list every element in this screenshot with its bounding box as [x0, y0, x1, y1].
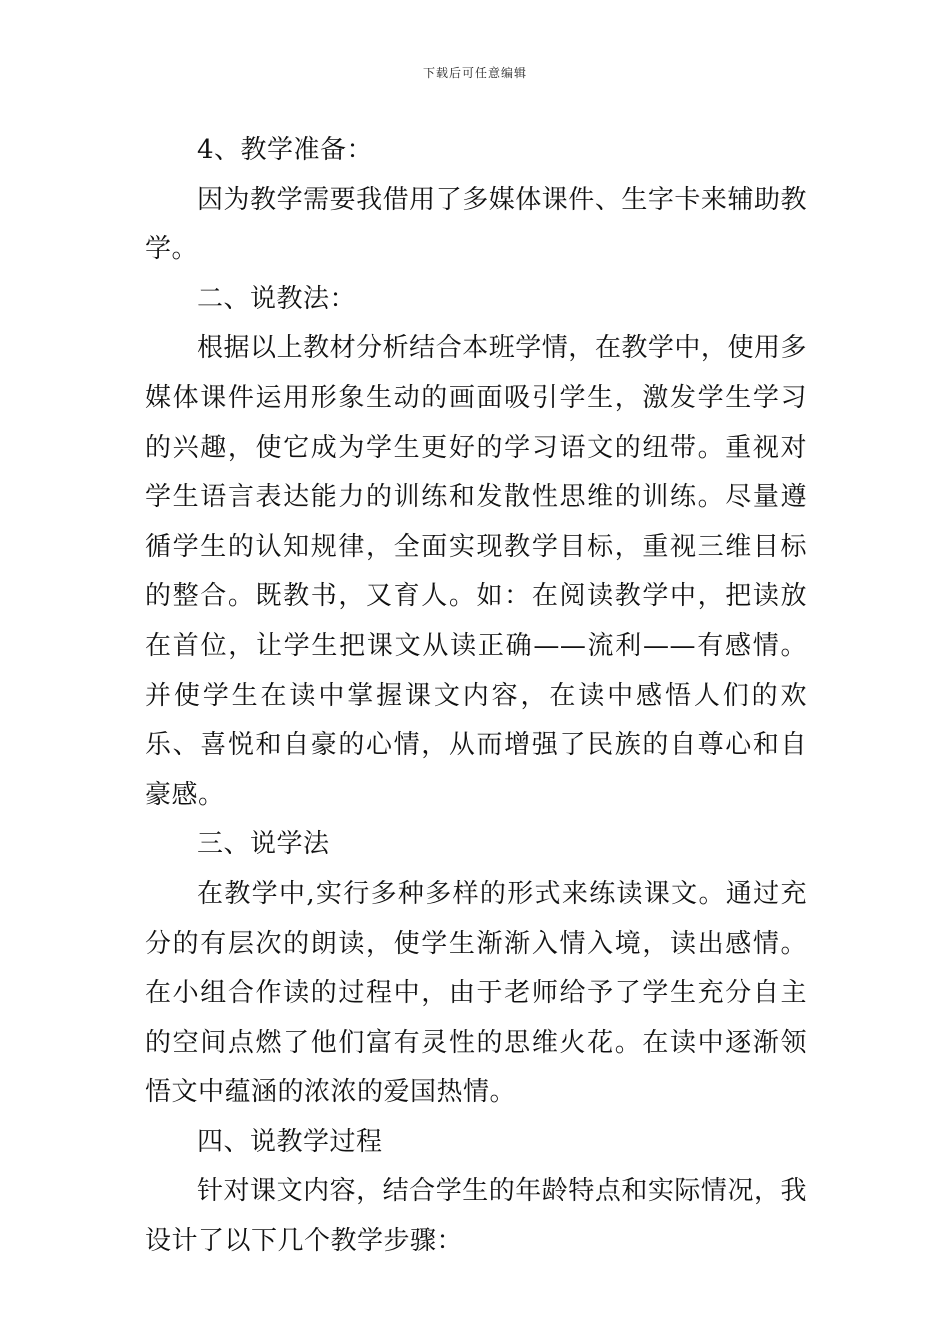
section-heading-learning-method: 三、说学法 [197, 829, 330, 860]
page-header: 下载后可任意编辑 [422, 66, 527, 80]
paragraph-preparation: 因为教学需要我借用了多媒体课件、生字卡来辅助教学。 [145, 184, 807, 265]
paragraph-teaching-method: 根据以上教材分析结合本班学情，在教学中，使用多媒体课件运用形象生动的画面吸引学生，激发学生学习的兴趣，使它成为学生更好的学习语文的纽带。重视对学生语言表达能力的训练和发散性思维的训练。尽量遵循学生的认知规律，全面实现教学目标，重视三维目标的整合。既教书，又育人。如：在阅读教学中，把读放在首位，让学生把课文从读正确——流利——有感情。并使学生在读中掌握课文内容，在读中感悟人们的欢乐、喜悦和自豪的心情，从而增强了民族的自尊心和自豪感。 [145, 333, 807, 810]
section-heading-preparation: 4、教学准备： [197, 135, 374, 165]
section-heading-teaching-process: 四、说教学过程 [197, 1126, 383, 1157]
paragraph-learning-method: 在教学中,实行多种多样的形式来练读课文。通过充分的有层次的朗读，使学生渐渐入情入境，读出感情。在小组合作读的过程中，由于老师给予了学生充分自主的空间点燃了他们富有灵性的思维火花。在读中逐渐领悟文中蕴涵的浓浓的爱国热情。 [145, 878, 807, 1108]
section-heading-teaching-method: 二、说教法： [197, 283, 357, 314]
document-body [145, 126, 807, 1267]
paragraph-teaching-process: 针对课文内容，结合学生的年龄特点和实际情况，我设计了以下几个教学步骤： [145, 1176, 807, 1257]
